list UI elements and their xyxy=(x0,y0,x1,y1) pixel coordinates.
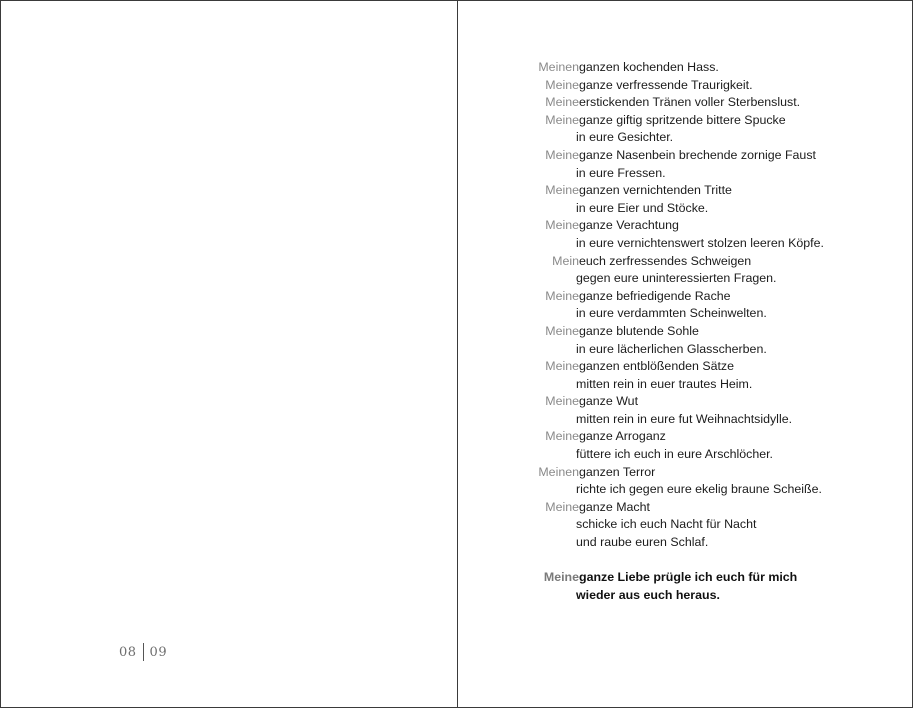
page-number-left: 08 xyxy=(119,644,137,660)
poem-line xyxy=(520,376,910,394)
poem-line-text: ganze Liebe prügle ich euch für mich xyxy=(579,570,798,585)
poem-line-lead-word: Meine xyxy=(545,95,579,110)
poem-line-text: ganzen kochenden Hass. xyxy=(579,60,719,74)
stanza-break xyxy=(520,552,910,570)
poem-line xyxy=(520,94,910,112)
poem-line-lead-word: Meine xyxy=(545,147,579,162)
left-page xyxy=(1,1,457,707)
poem-line-text: ganze Macht xyxy=(579,499,650,514)
poem-line-text: in eure verdammten Scheinwelten. xyxy=(576,306,767,321)
poem-line xyxy=(520,270,910,288)
poem-line xyxy=(520,59,910,77)
poem-line xyxy=(520,305,910,323)
poem-line-lead-word: Meine xyxy=(545,429,579,444)
poem-line xyxy=(520,217,910,235)
poem-final-line xyxy=(520,587,910,605)
poem-line-text: ganze blutende Sohle xyxy=(579,323,699,338)
poem-line-text: in eure vernichtenswert stolzen leeren Köpfe. xyxy=(576,235,824,250)
poem-line-text: wieder aus euch heraus. xyxy=(576,587,720,602)
poem-line xyxy=(520,428,910,446)
poem-line-text: ganze verfressende Traurigkeit. xyxy=(579,77,753,92)
poem-line-lead-word: Meine xyxy=(545,359,579,374)
poem-line xyxy=(520,516,910,534)
poem-line xyxy=(520,481,910,499)
poem-line-text: ganze Nasenbein brechende zornige Faust xyxy=(579,147,816,162)
poem-line-lead-word: Meine xyxy=(545,288,579,303)
poem-line-text: in eure Eier und Stöcke. xyxy=(576,200,709,215)
page-numbers xyxy=(119,641,167,663)
poem-line xyxy=(520,464,910,482)
poem-line-lead-word: Meinen xyxy=(538,464,579,479)
poem-line xyxy=(520,341,910,359)
poem-line-lead-word: Meinen xyxy=(538,60,579,74)
poem-line-text: ganzen entblößenden Sätze xyxy=(579,359,735,374)
poem-line-lead-word: Meine xyxy=(545,77,579,92)
poem-line-lead-word: Meine xyxy=(545,394,579,409)
poem-line xyxy=(520,323,910,341)
poem-line-lead-word: Meine xyxy=(545,183,579,198)
poem-line-text: schicke ich euch Nacht für Nacht xyxy=(576,517,757,532)
poem-line-text: ganze befriedigende Rache xyxy=(579,288,731,303)
right-page xyxy=(458,1,912,707)
poem-line-text: füttere ich euch in eure Arschlöcher. xyxy=(576,447,773,462)
page-number-divider xyxy=(143,643,144,661)
poem-line xyxy=(520,129,910,147)
poem-line xyxy=(520,253,910,271)
poem-line-text: ganzen Terror xyxy=(579,464,656,479)
poem-line xyxy=(520,534,910,552)
poem-line-text: in eure Gesichter. xyxy=(576,130,674,145)
poem-line-text: ganze Wut xyxy=(579,394,639,409)
poem-line xyxy=(520,358,910,376)
poem-line-text: in eure lächerlichen Glasscherben. xyxy=(576,341,767,356)
poem-line xyxy=(520,182,910,200)
page-number-right: 09 xyxy=(149,644,168,660)
poem-line-text: mitten rein in euer trautes Heim. xyxy=(576,376,753,391)
poem-line-lead-word: Meine xyxy=(545,323,579,338)
poem-line-text: mitten rein in eure fut Weihnachtsidylle. xyxy=(576,411,793,426)
poem-line-text: ganze Arroganz xyxy=(579,429,666,444)
poem-line xyxy=(520,77,910,95)
poem-line-text: in eure Fressen. xyxy=(576,165,666,180)
poem-line-text: euch zerfressendes Schweigen xyxy=(579,253,752,268)
poem-line-text: ganzen vernichtenden Tritte xyxy=(579,183,732,198)
poem-line xyxy=(520,235,910,253)
poem-line-lead-word: Meine xyxy=(545,112,579,127)
poem-line-lead-word: Meine xyxy=(545,499,579,514)
poem-final-line xyxy=(520,569,910,587)
poem-line-lead-word: Mein xyxy=(552,253,579,268)
poem-line xyxy=(520,499,910,517)
poem-line xyxy=(520,411,910,429)
poem-line xyxy=(520,393,910,411)
poem-line xyxy=(520,200,910,218)
poem-line-text: erstickenden Tränen voller Sterbenslust. xyxy=(579,95,801,110)
poem-line-text: richte ich gegen eure ekelig braune Scheiße. xyxy=(576,482,822,497)
poem-line xyxy=(520,112,910,130)
poem-line xyxy=(520,165,910,183)
poem-line-text: und raube euren Schlaf. xyxy=(576,535,709,550)
poem-line-lead-word: Meine xyxy=(545,218,579,233)
poem-line-text: ganze Verachtung xyxy=(579,218,679,233)
poem-line xyxy=(520,147,910,165)
poem-line-lead-word: Meine xyxy=(543,570,579,585)
poem-line xyxy=(520,288,910,306)
poem-line-text: gegen eure uninteressierten Fragen. xyxy=(576,271,777,286)
poem xyxy=(520,59,910,604)
poem-line-text: ganze giftig spritzende bittere Spucke xyxy=(579,112,786,127)
poem-line xyxy=(520,446,910,464)
